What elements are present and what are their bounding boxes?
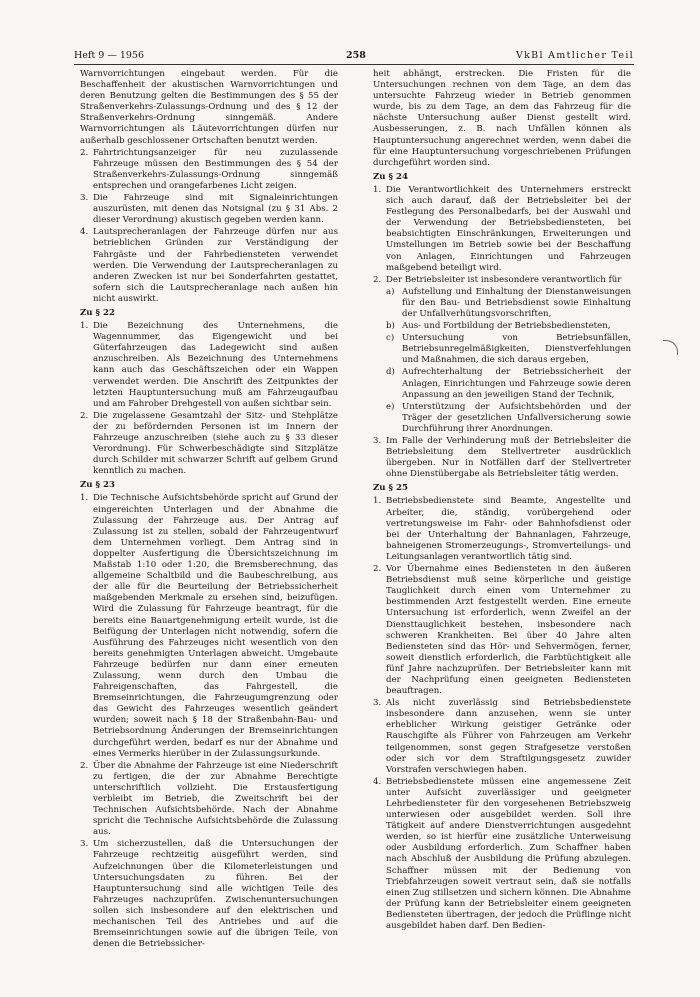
section-heading-22: Zu § 22: [80, 307, 115, 318]
item-number: 1.: [80, 493, 89, 504]
item-text: Lautsprecheranlagen der Fahrzeuge dürfen nur aus betrieblichen Gründen zur Verständigung der Fahrgäste und der Fahrbediensteten verwendet werden. Die Verwendung der Lautsprecheranlagen zu anderen Zwecken ist nur bei Sonderfahrten gestattet, sofern sich die Lautsprecheranlage nach außen hin nicht auswirkt.: [93, 227, 338, 304]
paragraph: heit abhängt, erstrecken. Die Fristen für die Untersuchungen rechnen von dem Tage, an dem das untersuchte Fahrzeug wieder in Betrieb genommen wurde, bis zu dem Tage, an dem das Fahrzeug für die nächste Untersuchung außer Dienst gestellt wird. Ausbesserungen, z. B. nach Unfällen können als Hauptuntersuchung angerechnet werden, wenn dabei die für eine Hauptuntersuchung vorgeschriebenen Prüfungen durchgeführt worden sind.: [373, 69, 631, 168]
item-number: 2.: [80, 147, 89, 158]
sub-item-letter: b): [386, 321, 395, 332]
item-number: 3.: [373, 436, 382, 446]
sub-item-text: Unterstützung der Aufsichtsbehörden und der Träger der gesetzlichen Unfallversicherung sowie Durchführung ihrer Anordnungen.: [402, 401, 631, 434]
item-number: 3.: [80, 193, 89, 204]
paragraph: Warnvorrichtungen eingebaut werden. Für die Beschaffenheit der akustischen Warnvorrichtungen und deren Benutzung gelten die Bestimmungen des § 55 der Straßenverkehrs-Zulassungs-Ordnung und des § 12 der Straßenverkehrs-Ordnung sinngemäß. Andere Warnvorrichtungen als Läutevorrichtungen dürfen nur außerhalb geschlossener Ortschaften benutzt werden.: [80, 69, 338, 146]
list-item: [80, 227, 338, 305]
item-number: 2.: [373, 274, 382, 285]
sub-item-text: Aufstellung und Einhaltung der Dienstanweisungen für den Bau- und Betriebsdienst sowie Einhaltung der Unfallverhütungsvorschriften,: [402, 286, 631, 319]
sub-item-letter: c): [386, 333, 395, 344]
item-text: Die Bezeichnung des Unternehmens, die Wagennummer, das Eigengewicht und bei Güterfahrzeugen das Ladegewicht sind außen anzuschreiben. Als Bezeichnung des Unternehmens kann auch das Geschäftszeichen oder ein Wappen verwendet werden. Die Anschrift des Zeitpunktes der letzten Hauptuntersuchung muß am Fahrzeugaufbau und am Fahrober Drehgestell von außen sichtbar sein.: [93, 321, 338, 409]
list-item: [80, 148, 338, 192]
item-text: Als nicht zuverlässig sind Betriebsbedienstete insbesondere dann anzusehen, wenn sie unter erheblicher Wirkung geistiger Getränke oder Rauschgifte als Führer von Fahrzeugen am Verkehr teilgenommen, sonst gegen Strafgesetze verstoßen oder sich vor dem Straftilgungsgesetz zuwider Vorstrafen verschwiegen haben.: [386, 698, 631, 775]
item-text: Im Falle der Verhinderung muß der Betriebsleiter die Betriebsleitung dem Stellvertreter ausdrücklich übergeben. Nur in Notfällen darf der Stellvertreter ohne Dienstübergabe als Betriebsleiter tätig werden.: [386, 436, 631, 480]
margin-mark: [663, 340, 678, 355]
item-text: Betriebsbedienstete müssen eine angemessene Zeit unter Aufsicht zuverlässiger und geeigneter Lehrbediensteter für den vorgesehenen Betriebszweig unterwiesen oder ausgebildet werden. Soll ihre Tätigkeit auf andere Dienstverrichtungen ausgedehnt werden, so ist hierfür eine zusätzliche Unterweisung oder Ausbildung erforderlich. Zum Schaffner haben nach Abschluß der Ausbildung die Prüfung abzulegen. Schaffner müssen mit der Bedienung von Triebfahrzeugen soweit vertraut sein, daß sie notfalls einen Zug stillsetzen und sichern können. Die Abnahme der Prüfung kann der Betriebsleiter einem geeigneten Bediensteten übertragen, der jedoch die Prüflinge nicht ausgebildet haben darf. Den Bedien-: [386, 776, 631, 932]
item-number: 4.: [80, 227, 89, 238]
sub-item: [386, 321, 631, 332]
sub-item-letter: a): [386, 286, 395, 297]
list-item: [80, 761, 338, 839]
section-heading-24: Zu § 24: [373, 171, 408, 182]
item-text: Die zugelassene Gesamtzahl der Sitz- und Stehplätze der zu befördernden Personen ist im Innern der Fahrzeuge anzuschreiben (siehe auch zu § 33 dieser Verordnung). Für Schwerbeschädigte sind Sitzplätze durch Schilder mit schwarzer Schrift auf gelbem Grund kenntlich zu machen.: [93, 410, 338, 477]
list-item: [373, 698, 631, 776]
item-text: Über die Abnahme der Fahrzeuge ist eine Niederschrift zu fertigen, die der zur Abnahme Berechtigte unterschriftlich vollzieht. Die Erstausfertigung verbleibt im Betrieb, die Zweitschrift bei der Technischen Aufsichtsbehörde. Nach der Abnahme spricht die Technische Aufsichtsbehörde die Zulassung aus.: [93, 760, 338, 838]
sub-item: [386, 367, 631, 400]
list-item: [373, 436, 631, 480]
sub-item-text: Aus- und Fortbildung der Betriebsbediensteten,: [402, 321, 611, 332]
list-item: [80, 193, 338, 226]
list-item: [80, 321, 338, 410]
section-heading-25: Zu § 25: [373, 483, 408, 494]
journal-title: VkBl Amtlicher Teil: [515, 50, 634, 61]
sub-item-text: Untersuchung von Betriebsunfällen, Betriebsunregelmäßigkeiten, Dienstverfehlungen und Maßnahmen, die sich daraus ergeben,: [402, 333, 631, 366]
item-number: 3.: [373, 698, 382, 709]
sub-item: [386, 402, 631, 435]
item-number: 2.: [373, 564, 382, 575]
list-item: [373, 564, 631, 697]
item-text: Betriebsbedienstete sind Beamte, Angestellte und Arbeiter, die, ständig, vorübergehend oder vertretungsweise im Fahr- oder Bahnhofsdienst oder bei der Unterhaltung der Bahnanlagen, Fahrzeuge, bahneigenen Stromerzeugungs-, Stromverteilungs- und Leitungsanlagen verantwortlich tätig sind.: [386, 496, 631, 562]
list-item: [373, 496, 631, 563]
sub-item-letter: d): [386, 367, 395, 378]
item-text: Die Technische Aufsichtsbehörde spricht auf Grund der eingereichten Unterlagen und der Abnahme die Zulassung der Fahrzeuge aus. Der Antrag auf Zulassung ist zu stellen, sobald der Fahrzeugentwurf dem Unternehmen vorliegt. Dem Antrag sind in doppelter Ausfertigung die Übersichtszeichnung im Maßstab 1:10 oder 1:20, die Bremsberechnung, das allgemeine Schaltbild und die Baubeschreibung, aus der alle für die Beurteilung der Betriebssicherheit maßgebenden Merkmale zu ersehen sind, beizufügen. Wird die Zulassung für Fahrzeuge beantragt, für die bereits eine Bauartgenehmigung erteilt wurde, ist die Beifügung der Unterlagen nicht notwendig, sofern die Ausführung des Fahrzeuges nicht wesentlich von den bereits genehmigten Unterlagen abweicht. Umgebaute Fahrzeuge bedürfen nur dann einer erneuten Zulassung, wenn durch den Umbau die Fahreigenschaften, das Fahrgestell, die Bremseinrichtungen, die Fahrzeugumgrenzung oder das Gewicht des Fahrzeuges wesentlich geändert wurden; soweit nach § 18 der Straßenbahn-Bau- und Betriebsordnung Änderungen der Bremseinrichtungen durchgeführt werden, bedarf es nur der Abnahme und eines Vermerks hierüber in der Zulassungsurkunde.: [93, 493, 338, 759]
sub-item: [386, 287, 631, 320]
list-item: [80, 493, 338, 759]
list-item: [373, 185, 631, 274]
item-text: Vor Übernahme eines Bediensteten in den äußeren Betriebsdienst muß seine körperliche und geistige Tauglichkeit durch einen vom Unternehmer zu bestimmenden Arzt festgestellt werden. Eine erneute Untersuchung ist erforderlich, wenn Zweifel an der Diensttauglichkeit bestehen, insbesondere nach schweren Krankheiten. Bei über 40 Jahre alten Bediensteten sind das Hör- und Sehvermögen, ferner, soweit dienstlich erforderlich, die Farbtüchtigkeit alle fünf Jahre nachzuprüfen. Der Betriebsleiter kann mit der Nachprüfung einen geeigneten Bediensteten beauftragen.: [386, 564, 631, 697]
issue-label: Heft 9 — 1956: [74, 50, 145, 61]
list-item: [80, 839, 338, 950]
sub-item: [386, 333, 631, 366]
page-number: 258: [346, 50, 366, 61]
item-number: 1.: [373, 496, 382, 507]
item-text: Die Verantwortlichkeit des Unternehmers erstreckt sich auch darauf, daß der Betriebsleiter bei der Festlegung des Personalbedarfs, bei der Auswahl und der Verwendung der Betriebsbediensteten, bei beabsichtigten Einschränkungen, Erweiterungen und Umstellungen im Betrieb sowie bei der Beschaffung von Anlagen, Einrichtungen und Fahrzeugen maßgebend beteiligt wird.: [386, 184, 631, 273]
header-rule: [74, 64, 634, 65]
item-text: Der Betriebsleiter ist insbesondere verantwortlich für: [386, 274, 622, 285]
item-number: 2.: [80, 410, 89, 421]
left-column: [80, 69, 338, 951]
running-header: [74, 50, 634, 64]
sub-item-text: Aufrechterhaltung der Betriebssicherheit der Anlagen, Einrichtungen und Fahrzeuge sowie deren Anpassung an den jeweiligen Stand der Technik,: [402, 367, 631, 400]
sub-item-letter: e): [386, 401, 395, 412]
right-column: [373, 69, 631, 933]
item-number: 2.: [80, 760, 89, 771]
item-number: 1.: [80, 321, 89, 332]
list-item: [80, 411, 338, 478]
section-heading-23: Zu § 23: [80, 480, 115, 491]
item-number: 4.: [373, 776, 382, 787]
item-text: Die Fahrzeuge sind mit Signaleinrichtungen auszurüsten, mit denen das Notsignal (zu § 31 Abs. 2 dieser Verordnung) akustisch gegeben werden kann.: [93, 193, 338, 226]
item-text: Um sicherzustellen, daß die Untersuchungen der Fahrzeuge rechtzeitig ausgeführt werden, sind Aufzeichnungen über die Kilometerleistungen und Untersuchungsdaten zu führen. Bei der Hauptuntersuchung sind alle wichtigen Teile des Fahrzeuges nachzuprüfen. Zwischenuntersuchungen sollen sich insbesondere auf den elektrischen und mechanischen Teil des Antriebes und auf die Bremseinrichtungen sowie auf die übrigen Teile, von denen die Betriebssicher-: [93, 839, 338, 950]
list-item: [373, 275, 631, 286]
item-number: 3.: [80, 839, 89, 850]
list-item: [373, 777, 631, 932]
item-number: 1.: [373, 184, 382, 195]
item-text: Fahrtrichtungsanzeiger für neu zuzulassende Fahrzeuge müssen den Bestimmungen des § 54 der Straßenverkehrs-Zulassungs-Ordnung sinngemäß entsprechen und orangefarbenes Licht zeigen.: [93, 147, 338, 191]
